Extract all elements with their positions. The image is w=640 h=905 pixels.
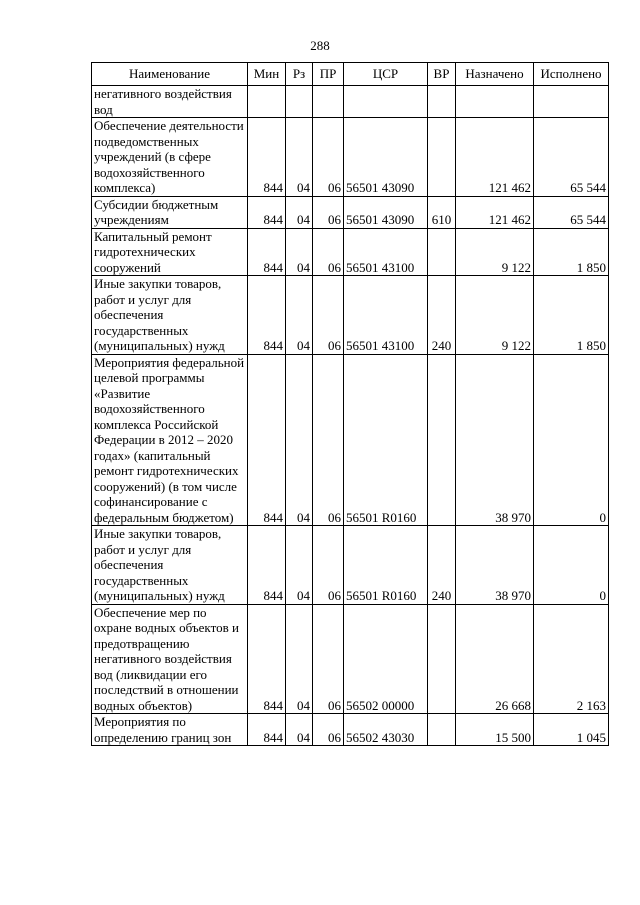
cell-min: 844: [248, 604, 286, 714]
cell-vr: 240: [428, 276, 456, 355]
cell-assigned: 38 970: [456, 526, 534, 605]
cell-name: негативного воздействия вод: [92, 86, 248, 118]
col-header-name: Наименование: [92, 63, 248, 86]
table-row: [92, 196, 609, 228]
table-row: [92, 526, 609, 605]
cell-executed: 1 850: [534, 228, 609, 276]
table-row: [92, 276, 609, 355]
cell-executed: 0: [534, 526, 609, 605]
col-header-executed: Исполнено: [534, 63, 609, 86]
cell-assigned: 38 970: [456, 354, 534, 526]
cell-csr: 56502 00000: [344, 604, 428, 714]
cell-executed: 65 544: [534, 196, 609, 228]
cell-name: Субсидии бюджетным учреждениям: [92, 196, 248, 228]
cell-vr: [428, 228, 456, 276]
cell-assigned: 121 462: [456, 118, 534, 197]
col-header-pr: ПР: [313, 63, 344, 86]
table-row: [92, 86, 609, 118]
cell-executed: 65 544: [534, 118, 609, 197]
cell-min: [248, 86, 286, 118]
table-row: [92, 228, 609, 276]
cell-rz: 04: [286, 604, 313, 714]
cell-csr: 56501 43100: [344, 276, 428, 355]
cell-rz: [286, 86, 313, 118]
cell-min: 844: [248, 276, 286, 355]
cell-rz: 04: [286, 354, 313, 526]
col-header-csr: ЦСР: [344, 63, 428, 86]
cell-executed: [534, 86, 609, 118]
page-number: 288: [310, 38, 330, 53]
cell-vr: [428, 604, 456, 714]
cell-pr: 06: [313, 354, 344, 526]
cell-min: 844: [248, 196, 286, 228]
cell-pr: [313, 86, 344, 118]
cell-name: Мероприятия федеральной целевой программы «Развитие водохозяйственного комплекса Российской Федерации в 2012 – 2020 годах» (капитальный ремонт гидротехнических сооружений) (в том числе софинансирование с федеральным бюджетом): [92, 354, 248, 526]
budget-table: [91, 62, 609, 746]
cell-rz: 04: [286, 276, 313, 355]
cell-vr: [428, 86, 456, 118]
cell-vr: [428, 714, 456, 746]
cell-min: 844: [248, 354, 286, 526]
cell-csr: 56502 43030: [344, 714, 428, 746]
cell-executed: 0: [534, 354, 609, 526]
cell-name: Обеспечение мер по охране водных объектов и предотвращению негативного воздействия вод (ликвидации его последствий в отношении водных объектов): [92, 604, 248, 714]
cell-name: Иные закупки товаров, работ и услуг для обеспечения государственных (муниципальных) нужд: [92, 526, 248, 605]
cell-csr: 56501 R0160: [344, 354, 428, 526]
col-header-assigned: Назначено: [456, 63, 534, 86]
cell-csr: 56501 43090: [344, 196, 428, 228]
cell-name: Мероприятия по определению границ зон: [92, 714, 248, 746]
cell-rz: 04: [286, 118, 313, 197]
cell-assigned: 15 500: [456, 714, 534, 746]
cell-name: Иные закупки товаров, работ и услуг для обеспечения государственных (муниципальных) нужд: [92, 276, 248, 355]
cell-rz: 04: [286, 526, 313, 605]
cell-rz: 04: [286, 196, 313, 228]
cell-pr: 06: [313, 714, 344, 746]
cell-pr: 06: [313, 526, 344, 605]
cell-assigned: 121 462: [456, 196, 534, 228]
cell-name: Капитальный ремонт гидротехнических сооружений: [92, 228, 248, 276]
cell-min: 844: [248, 118, 286, 197]
cell-executed: 2 163: [534, 604, 609, 714]
cell-pr: 06: [313, 276, 344, 355]
cell-min: 844: [248, 228, 286, 276]
cell-csr: 56501 R0160: [344, 526, 428, 605]
table-header-row: [92, 63, 609, 86]
cell-pr: 06: [313, 604, 344, 714]
cell-min: 844: [248, 714, 286, 746]
cell-min: 844: [248, 526, 286, 605]
cell-name: Обеспечение деятельности подведомственных учреждений (в сфере водохозяйственного комплекса): [92, 118, 248, 197]
cell-rz: 04: [286, 714, 313, 746]
table-row: [92, 354, 609, 526]
col-header-vr: ВР: [428, 63, 456, 86]
table-row: [92, 714, 609, 746]
cell-vr: 240: [428, 526, 456, 605]
cell-assigned: 26 668: [456, 604, 534, 714]
cell-csr: [344, 86, 428, 118]
cell-vr: 610: [428, 196, 456, 228]
cell-rz: 04: [286, 228, 313, 276]
cell-pr: 06: [313, 228, 344, 276]
cell-assigned: [456, 86, 534, 118]
cell-pr: 06: [313, 118, 344, 197]
cell-assigned: 9 122: [456, 276, 534, 355]
table-row: [92, 604, 609, 714]
cell-vr: [428, 118, 456, 197]
col-header-min: Мин: [248, 63, 286, 86]
col-header-rz: Рз: [286, 63, 313, 86]
cell-csr: 56501 43090: [344, 118, 428, 197]
cell-vr: [428, 354, 456, 526]
cell-pr: 06: [313, 196, 344, 228]
table-row: [92, 118, 609, 197]
cell-assigned: 9 122: [456, 228, 534, 276]
cell-executed: 1 850: [534, 276, 609, 355]
cell-executed: 1 045: [534, 714, 609, 746]
cell-csr: 56501 43100: [344, 228, 428, 276]
